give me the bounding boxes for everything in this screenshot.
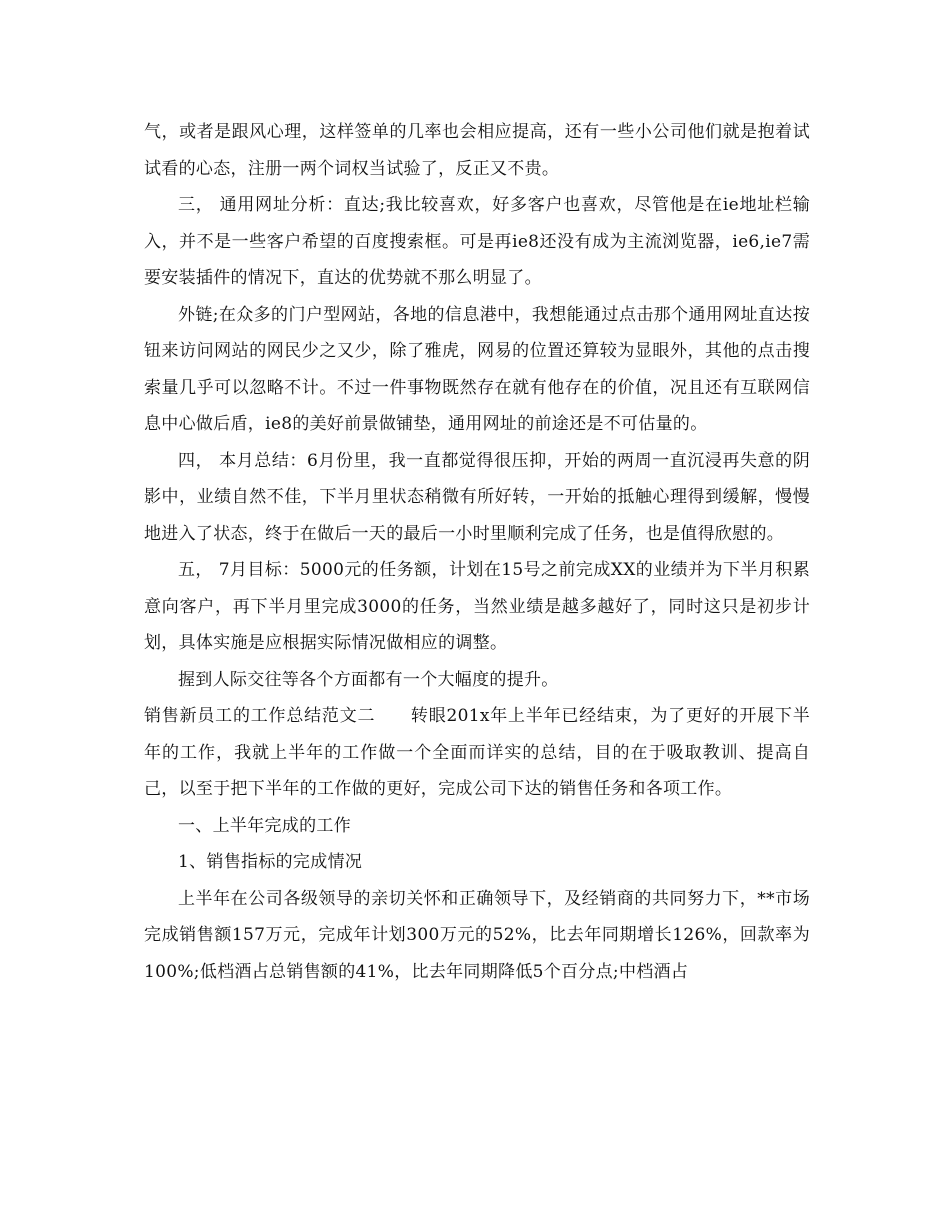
paragraph-6: 握到人际交往等各个方面都有一个大幅度的提升。 <box>178 669 559 690</box>
paragraph-3: 外链;在众多的门户型网站，各地的信息港中，我想能通过点击那个通用网址直达按钮来访问网站的网民少之又少，除了雅虎，网易的位置还算较为显眼外，其他的点击搜索量几乎可以忽略不计。不过一件事物既然存在就有他存在的价值，况且还有互联网信息中心做后盾，ie8的美好前景做铺垫，通用网址的前途还是不可估量的。 <box>144 304 810 434</box>
section-heading-1: 一、上半年完成的工作 <box>178 815 351 836</box>
paragraph-2: 三， 通用网址分析：直达;我比较喜欢，好多客户也喜欢，尽管他是在ie地址栏输入，并不是一些客户希望的百度搜索框。可是再ie8还没有成为主流浏览器，ie6,ie7需要安装插件的情况下，直达的优势就不那么明显了。 <box>144 195 810 288</box>
subsection-heading-1: 1、销售指标的完成情况 <box>178 852 363 872</box>
paragraph-7: 销售新员工的工作总结范文二 转眼201x年上半年已经结束，为了更好的开展下半年的工作，我就上半年的工作做一个全面而详实的总结，目的在于吸取教训、提高自己，以至于把下半年的工作做的更好，完成公司下达的销售任务和各项工作。 <box>144 706 810 799</box>
document-body <box>144 114 810 990</box>
paragraph-5: 五， 7月目标：5000元的任务额，计划在15号之前完成XX的业绩并为下半月积累意向客户，再下半月里完成3000的任务，当然业绩是越多越好了，同时这只是初步计划，具体实施是应根据实际情况做相应的调整。 <box>144 560 810 653</box>
paragraph-8: 上半年在公司各级领导的亲切关怀和正确领导下，及经销商的共同努力下，**市场完成销售额157万元，完成年计划300万元的52%，比去年同期增长126%，回款率为100%;低档酒占总销售额的41%，比去年同期降低5个百分点;中档酒占 <box>144 888 810 982</box>
paragraph-4: 四， 本月总结：6月份里，我一直都觉得很压抑，开始的两周一直沉浸再失意的阴影中，业绩自然不佳，下半月里状态稍微有所好转，一开始的抵触心理得到缓解，慢慢地进入了状态，终于在做后一天的最后一小时里顺利完成了任务，也是值得欣慰的。 <box>144 450 810 544</box>
paragraph-1: 气，或者是跟风心理，这样签单的几率也会相应提高，还有一些小公司他们就是抱着试试看的心态，注册一两个词权当试验了，反正又不贵。 <box>144 122 810 179</box>
